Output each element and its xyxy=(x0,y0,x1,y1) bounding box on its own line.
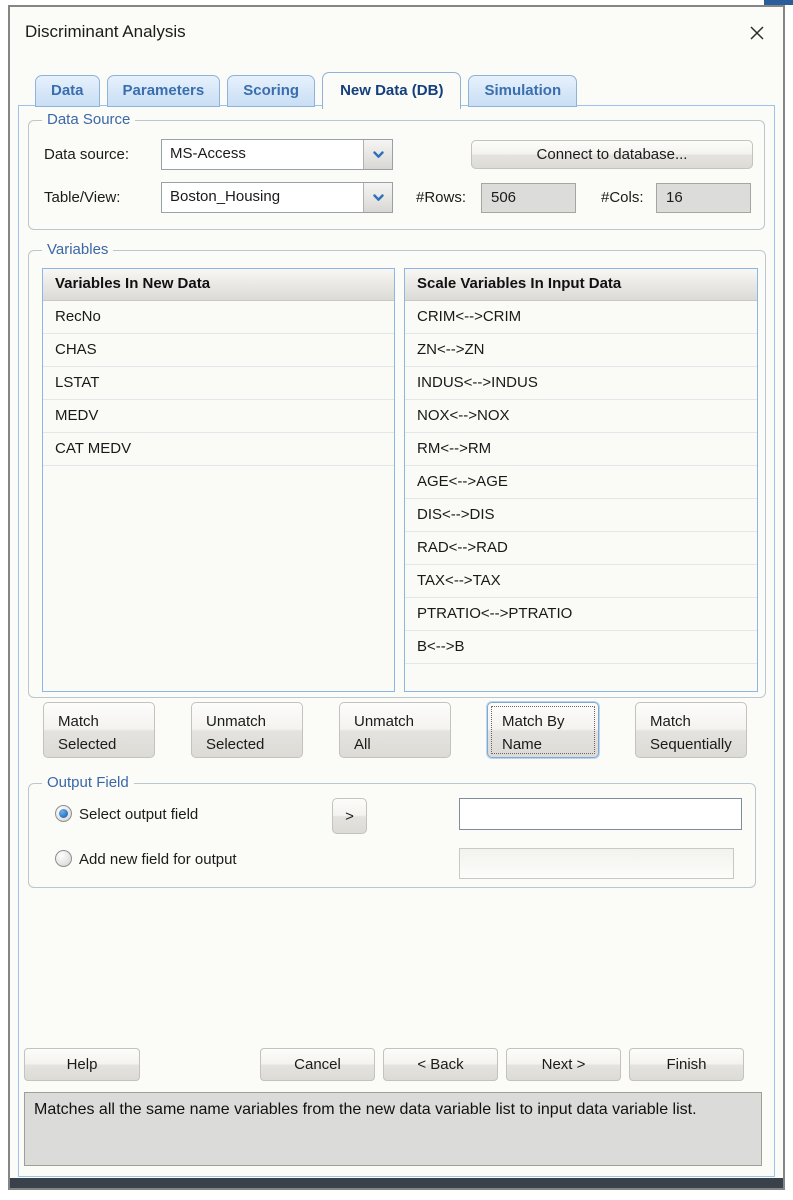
match-button[interactable] xyxy=(191,702,303,758)
connect-to-database-button[interactable]: Connect to database... xyxy=(471,140,753,169)
tab[interactable]: Parameters xyxy=(107,75,221,107)
match-button-line2: Selected xyxy=(206,735,265,753)
match-buttons-row xyxy=(43,702,747,758)
input-data-variables-list xyxy=(404,268,758,692)
footer-button-row xyxy=(24,1048,744,1081)
rows-label: #Rows: xyxy=(416,189,467,206)
table-view-label: Table/View: xyxy=(44,189,121,206)
list-item[interactable]: INDUS<-->INDUS xyxy=(405,367,757,400)
footer-button[interactable]: Next > xyxy=(506,1048,621,1081)
list-item[interactable]: AGE<-->AGE xyxy=(405,466,757,499)
match-button[interactable] xyxy=(635,702,747,758)
data-source-group xyxy=(28,111,765,230)
data-source-label: Data source: xyxy=(44,146,130,163)
dialog-window xyxy=(8,5,785,1190)
match-button-line2: All xyxy=(354,735,371,753)
chevron-down-icon xyxy=(373,194,384,202)
list-item[interactable]: CHAS xyxy=(43,334,394,367)
output-field-caption: Output Field xyxy=(42,774,134,791)
list-item[interactable]: LSTAT xyxy=(43,367,394,400)
list-item[interactable]: TAX<-->TAX xyxy=(405,565,757,598)
new-data-list-header: Variables In New Data xyxy=(43,269,394,301)
tab[interactable]: New Data (DB) xyxy=(322,72,461,109)
status-text: Matches all the same name variables from the new data variable list to input data variable list. xyxy=(34,1101,697,1118)
list-item[interactable]: RM<-->RM xyxy=(405,433,757,466)
data-source-value: MS-Access xyxy=(170,145,246,162)
move-field-button[interactable]: > xyxy=(332,798,367,834)
tab[interactable]: Simulation xyxy=(468,75,577,107)
help-button[interactable]: Help xyxy=(24,1048,140,1081)
close-icon xyxy=(748,24,766,42)
tab-page-new-data-db xyxy=(18,105,775,1177)
data-source-dropdown[interactable] xyxy=(161,139,393,170)
footer-button[interactable]: Cancel xyxy=(260,1048,375,1081)
list-item[interactable]: CRIM<-->CRIM xyxy=(405,301,757,334)
list-item[interactable]: ZN<-->ZN xyxy=(405,334,757,367)
tab-bar xyxy=(35,63,577,107)
data-source-caption: Data Source xyxy=(42,111,135,128)
chevron-down-icon xyxy=(373,151,384,159)
match-button-line1: Match xyxy=(650,712,691,730)
output-field-group xyxy=(28,774,756,888)
new-data-variables-list xyxy=(42,268,395,692)
match-button-line1: Match xyxy=(58,712,99,730)
list-item[interactable]: CAT MEDV xyxy=(43,433,394,466)
add-new-field-label[interactable]: Add new field for output xyxy=(79,851,237,868)
list-item[interactable]: NOX<-->NOX xyxy=(405,400,757,433)
list-item[interactable]: RecNo xyxy=(43,301,394,334)
status-message-box xyxy=(24,1092,762,1166)
match-button[interactable] xyxy=(487,702,599,758)
select-output-field-radio[interactable] xyxy=(55,805,72,822)
tab[interactable]: Scoring xyxy=(227,75,315,107)
input-data-list-rows xyxy=(405,301,757,664)
list-item[interactable]: B<-->B xyxy=(405,631,757,664)
list-item[interactable]: MEDV xyxy=(43,400,394,433)
input-data-list-header: Scale Variables In Input Data xyxy=(405,269,757,301)
list-item[interactable]: RAD<-->RAD xyxy=(405,532,757,565)
match-button-line2: Name xyxy=(502,735,543,753)
dialog-title: Discriminant Analysis xyxy=(25,22,186,41)
match-button-line1: Match By xyxy=(502,712,565,730)
cols-count-field: 16 xyxy=(656,183,751,213)
match-button[interactable] xyxy=(339,702,451,758)
output-field-input[interactable] xyxy=(459,798,742,830)
table-view-dropdown-button[interactable] xyxy=(363,183,392,212)
footer-button[interactable]: < Back xyxy=(383,1048,498,1081)
rows-count-field: 506 xyxy=(481,183,576,213)
window-bottom-edge xyxy=(10,1178,783,1188)
match-button-line2: Selected xyxy=(58,735,117,753)
match-button[interactable] xyxy=(43,702,155,758)
table-view-value: Boston_Housing xyxy=(170,188,281,205)
table-view-dropdown[interactable] xyxy=(161,182,393,213)
match-button-line1: Unmatch xyxy=(206,712,267,730)
match-button-line1: Unmatch xyxy=(354,712,415,730)
list-item[interactable]: DIS<-->DIS xyxy=(405,499,757,532)
wizard-buttons xyxy=(260,1048,744,1081)
cols-label: #Cols: xyxy=(601,189,644,206)
data-source-dropdown-button[interactable] xyxy=(363,140,392,169)
add-new-field-radio[interactable] xyxy=(55,850,72,867)
new-field-name-input[interactable] xyxy=(459,848,734,879)
tab[interactable]: Data xyxy=(35,75,100,107)
variables-group xyxy=(28,241,766,698)
select-output-field-label[interactable]: Select output field xyxy=(79,806,199,823)
new-data-list-rows xyxy=(43,301,394,466)
match-button-line2: Sequentially xyxy=(650,735,732,753)
footer-button[interactable]: Finish xyxy=(629,1048,744,1081)
close-button[interactable] xyxy=(745,21,769,45)
variables-caption: Variables xyxy=(42,241,113,258)
list-item[interactable]: PTRATIO<-->PTRATIO xyxy=(405,598,757,631)
